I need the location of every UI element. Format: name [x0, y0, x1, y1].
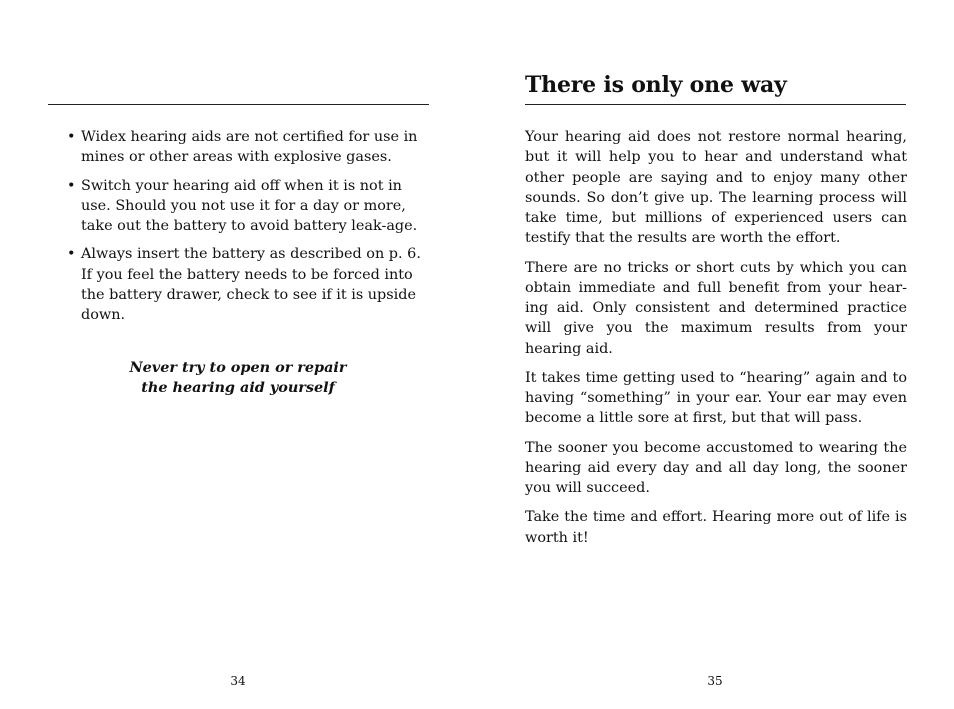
bullet-text: Widex hearing aids are not certified for use in mines or other areas with explosive gases. — [81, 129, 418, 166]
warning-line: Never try to open or repair — [129, 359, 347, 376]
bullet-mark: • — [67, 129, 76, 145]
bullet-text: Switch your hearing aid off when it is not in use. Should you not use it for a day or more, take out the battery to avoid battery leak-age. — [81, 177, 418, 235]
right-page — [477, 0, 954, 709]
bullet-item — [67, 176, 433, 237]
paragraph: Your hearing aid does not restore normal hearing, but it will help you to hear and understand what other people are saying and to enjoy many other sounds. So don’t give up. The learning process will take time, but millions of experienced users can testify that the results are worth the effort. — [525, 129, 907, 247]
paragraph: It takes time getting used to “hearing” again and to having “something” in your ear. Your ear may even become a little sore at first, but that will pass. — [525, 369, 907, 427]
heading-rule — [525, 104, 906, 105]
top-rule — [48, 104, 429, 105]
bullet-item — [67, 127, 433, 168]
page-number: 35 — [707, 674, 723, 688]
paragraph: There are no tricks or short cuts by which you can obtain immediate and full benefit from your hear-ing aid. Only consistent and determined practice will give you the maximum results from your hearing aid. — [525, 259, 907, 357]
bullet-mark: • — [67, 246, 76, 263]
warning-line: the hearing aid yourself — [141, 379, 335, 397]
bullet-mark: • — [67, 177, 76, 194]
page-number: 34 — [230, 674, 246, 688]
bullet-item — [67, 244, 433, 325]
bullet-text: Always insert the battery as described on p. 6. If you feel the battery needs to be forced into the battery drawer, check to see if it is upside down. — [81, 246, 421, 324]
section-heading: There is only one way — [525, 72, 787, 98]
paragraph: The sooner you become accustomed to wearing the hearing aid every day and all day long, the sooner you will succeed. — [525, 439, 907, 497]
repair-warning — [67, 358, 409, 399]
paragraph: Take the time and effort. Hearing more out of life is worth it! — [525, 509, 907, 546]
safety-bullet-list — [67, 127, 433, 334]
body-text — [525, 127, 907, 557]
